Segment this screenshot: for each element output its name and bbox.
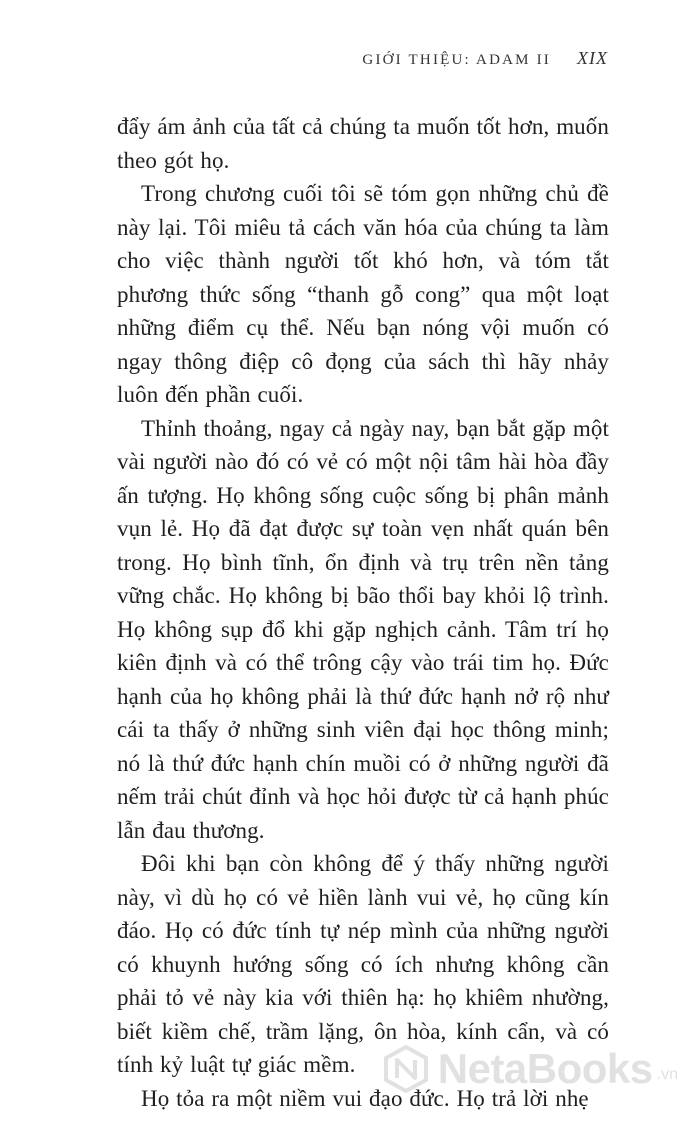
netabooks-logo-icon [382,1045,430,1093]
watermark-brand: NetaBooks [437,1045,653,1092]
page-header [117,48,608,69]
paragraph: Thỉnh thoảng, ngay cả ngày nay, bạn bắt gặp một vài người nào đó có vẻ có một nội tâm hài hòa đầy ấn tượng. Họ không sống cuộc sống bị phân mảnh vụn lẻ. Họ đã đạt được sự toàn vẹn nhất quán bên trong. Họ bình tĩnh, ổn định và trụ trên nền tảng vững chắc. Họ không bị bão thổi bay khỏi lộ trình. Họ không sụp đổ khi gặp nghịch cảnh. Tâm trí họ kiên định và có thể trông cậy vào trái tim họ. Đức hạnh của họ không phải là thứ đức hạnh nở rộ như cái ta thấy ở những sinh viên đại học thông minh; nó là thứ đức hạnh chín muồi có ở những người đã nếm trải chút đỉnh và học hỏi được từ cả hạnh phúc lẫn đau thương. [117,415,609,843]
body-text [117,110,609,1115]
paragraph: Đôi khi bạn còn không để ý thấy những người này, vì dù họ có vẻ hiền lành vui vẻ, họ cũng kín đáo. Họ có đức tính tự nép mình của những người có khuynh hướng sống có ích nhưng không cần phải tỏ vẻ này kia với thiên hạ: họ khiêm nhường, biết kiềm chế, trầm lặng, ôn hòa, kính cẩn, và có tính kỷ luật tự giác mềm. [117,851,609,1077]
page-number: XIX [577,48,608,68]
paragraph: Họ tỏa ra một niềm vui đạo đức. Họ trả lời nhẹ [141,1085,589,1111]
watermark [382,1045,678,1093]
paragraph: Trong chương cuối tôi sẽ tóm gọn những chủ đề này lại. Tôi miêu tả cách văn hóa của chúng ta làm cho việc thành người tốt khó hơn, và tóm tắt phương thức sống “thanh gỗ cong” qua một loạt những điểm cụ thể. Nếu bạn nóng vội muốn có ngay thông điệp cô đọng của sách thì hãy nhảy luôn đến phần cuối. [117,181,609,407]
running-title: GIỚI THIỆU: ADAM II [362,52,552,68]
watermark-suffix: .vn [656,1066,678,1083]
paragraph-continued: đẩy ám ảnh của tất cả chúng ta muốn tốt hơn, muốn theo gót họ. [117,114,609,173]
